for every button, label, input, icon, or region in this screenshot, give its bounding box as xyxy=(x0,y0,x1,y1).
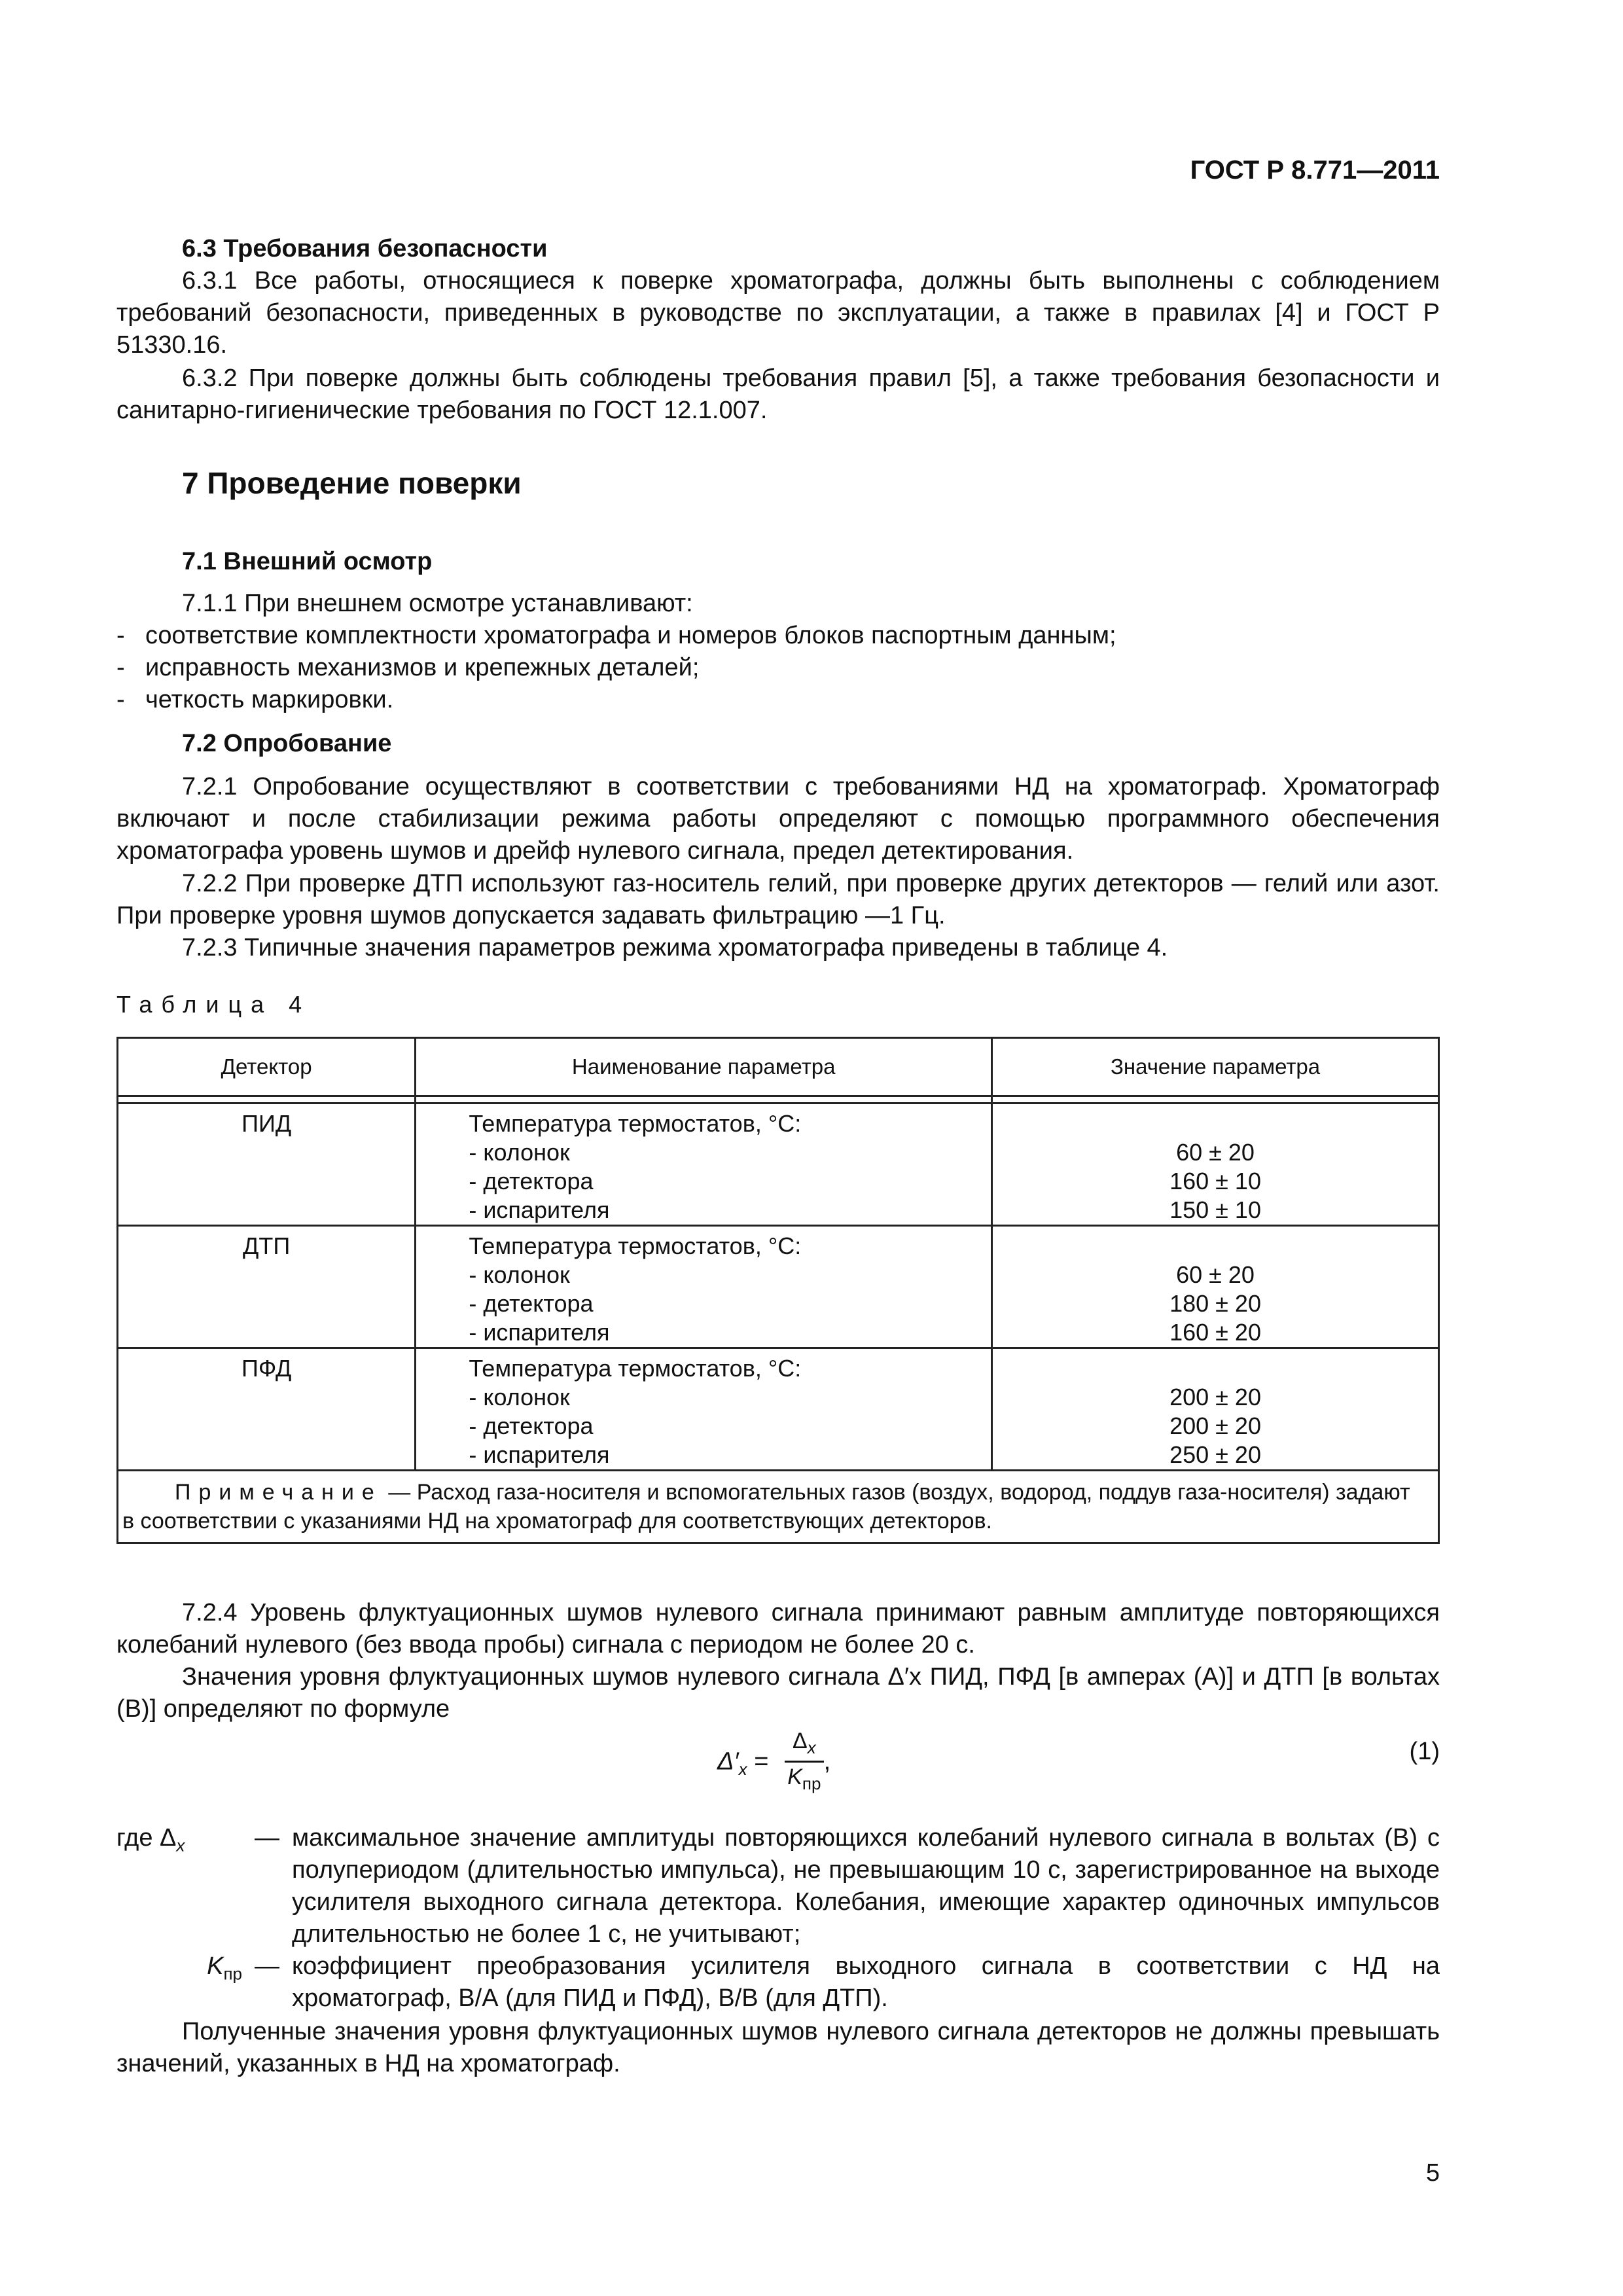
note-text: — Расход газа-носителя и вспомогательных газов (воздух, водород, поддув газа-носителя) задают в соответствии с указаниями НД на хроматограф для соответствующих детекторов. xyxy=(122,1480,1410,1534)
value-cell: 60 ± 20 180 ± 20 160 ± 20 xyxy=(992,1226,1439,1348)
detector-cell: ДТП xyxy=(118,1226,416,1348)
table-header-row xyxy=(118,1038,1439,1096)
parameters-table xyxy=(116,1037,1440,1544)
paragraph-6-3-1: 6.3.1 Все работы, относящиеся к поверке хроматографа, должны быть выполнены с соблюдением требований безопасности, приведенных в руководстве по эксплуатации, а также в правилах [4] и ГОСТ Р 51330.16. xyxy=(116,267,1440,359)
section-7-title: 7 Проведение поверки xyxy=(182,466,522,500)
paragraph-7-1-1: 7.1.1 При внешнем осмотре устанавливают: xyxy=(182,590,693,617)
column-header: Значение параметра xyxy=(992,1038,1439,1096)
value-cell: 60 ± 20 160 ± 10 150 ± 10 xyxy=(992,1103,1439,1226)
table-row xyxy=(118,1348,1439,1471)
paragraph-7-2-2: 7.2.2 При проверке ДТП используют газ-носитель гелий, при проверке других детекторов — гелий или азот. При проверке уровня шумов допускается задавать фильтрацию —1 Гц. xyxy=(116,870,1440,929)
parameter-cell: Температура термостатов, °C: - колонок - детектора - испарителя xyxy=(416,1226,992,1348)
table-row xyxy=(118,1103,1439,1226)
paragraph-7-2-4: 7.2.4 Уровень флуктуационных шумов нулевого сигнала принимают равным амплитуде повторяющихся колебаний нулевого (без ввода пробы) сигнала с периодом не более 20 с. xyxy=(116,1599,1440,1659)
column-header: Наименование параметра xyxy=(416,1038,992,1096)
parameter-cell: Температура термостатов, °C: - колонок - детектора - испарителя xyxy=(416,1348,992,1471)
paragraph-7-2-3: 7.2.3 Типичные значения параметров режима хроматографа приведены в таблице 4. xyxy=(182,934,1168,961)
detector-cell: ПИД xyxy=(118,1103,416,1226)
paragraph-7-2-1: 7.2.1 Опробование осуществляют в соответствии с требованиями НД на хроматограф. Хроматограф включают и после стабилизации режима работы определяют с помощью программного обеспечения хроматографа уровень шумов и дрейф нулевого сигнала, предел детектирования. xyxy=(116,773,1440,865)
column-header: Детектор xyxy=(118,1038,416,1096)
table-note xyxy=(118,1471,1439,1543)
table-note-row xyxy=(118,1471,1439,1543)
paragraph-6-3-2: 6.3.2 При поверке должны быть соблюдены требования правил [5], а также требования безопасности и санитарно-гигиенические требования по ГОСТ 12.1.007. xyxy=(116,365,1440,424)
note-label: Примечание xyxy=(175,1480,382,1505)
section-6-3-title: 6.3 Требования безопасности xyxy=(182,235,548,262)
table-caption: Таблица 4 xyxy=(116,991,312,1018)
detector-cell: ПФД xyxy=(118,1348,416,1471)
section-7-2-title: 7.2 Опробование xyxy=(182,730,392,757)
formula-legend xyxy=(116,1822,1440,2015)
list-item: - четкость маркировки. xyxy=(116,686,394,713)
table-row xyxy=(118,1226,1439,1348)
equation-number: (1) xyxy=(1409,1738,1440,1765)
list-item: - исправность механизмов и крепежных деталей; xyxy=(116,654,700,681)
value-cell: 200 ± 20 200 ± 20 250 ± 20 xyxy=(992,1348,1439,1471)
document-code: ГОСТ Р 8.771—2011 xyxy=(1190,156,1440,185)
formula-1: $\Delta'_x$ = $\frac{\Delta_x}{K_{пр}}$ , xyxy=(717,1729,831,1793)
list-item: - соответствие комплектности хроматографа и номеров блоков паспортным данным; xyxy=(116,622,1116,649)
legend-item: $K_{пр}$ — коэффициент преобразования усилителя выходного сигнала в соответствии с НД на хроматограф, В/А (для ПИД и ПФД), В/В (для ДТП). xyxy=(207,1952,1440,2012)
paragraph-conclusion: Полученные значения уровня флуктуационных шумов нулевого сигнала детекторов не должны превышать значений, указанных в НД на хроматограф. xyxy=(116,2018,1440,2077)
legend-item: где $\Delta_x$ — максимальное значение амплитуды повторяющихся колебаний нулевого сигнала в вольтах (В) с полупериодом (длительностью импульса), не превышающим 10 с, зарегистрированное на выходе усилителя выходного сигнала детектора. Колебания, имеющие характер одиночных импульсов длительностью не более 1 с, не учитывают; xyxy=(116,1824,1440,1948)
section-7-1-title: 7.1 Внешний осмотр xyxy=(182,548,433,575)
page-number: 5 xyxy=(1425,2159,1440,2187)
parameter-cell: Температура термостатов, °C: - колонок - детектора - испарителя xyxy=(416,1103,992,1226)
paragraph-formula-intro: Значения уровня флуктуационных шумов нулевого сигнала Δ′x ПИД, ПФД [в амперах (А)] и ДТП [в вольтах (В)] определяют по формуле xyxy=(116,1663,1440,1723)
